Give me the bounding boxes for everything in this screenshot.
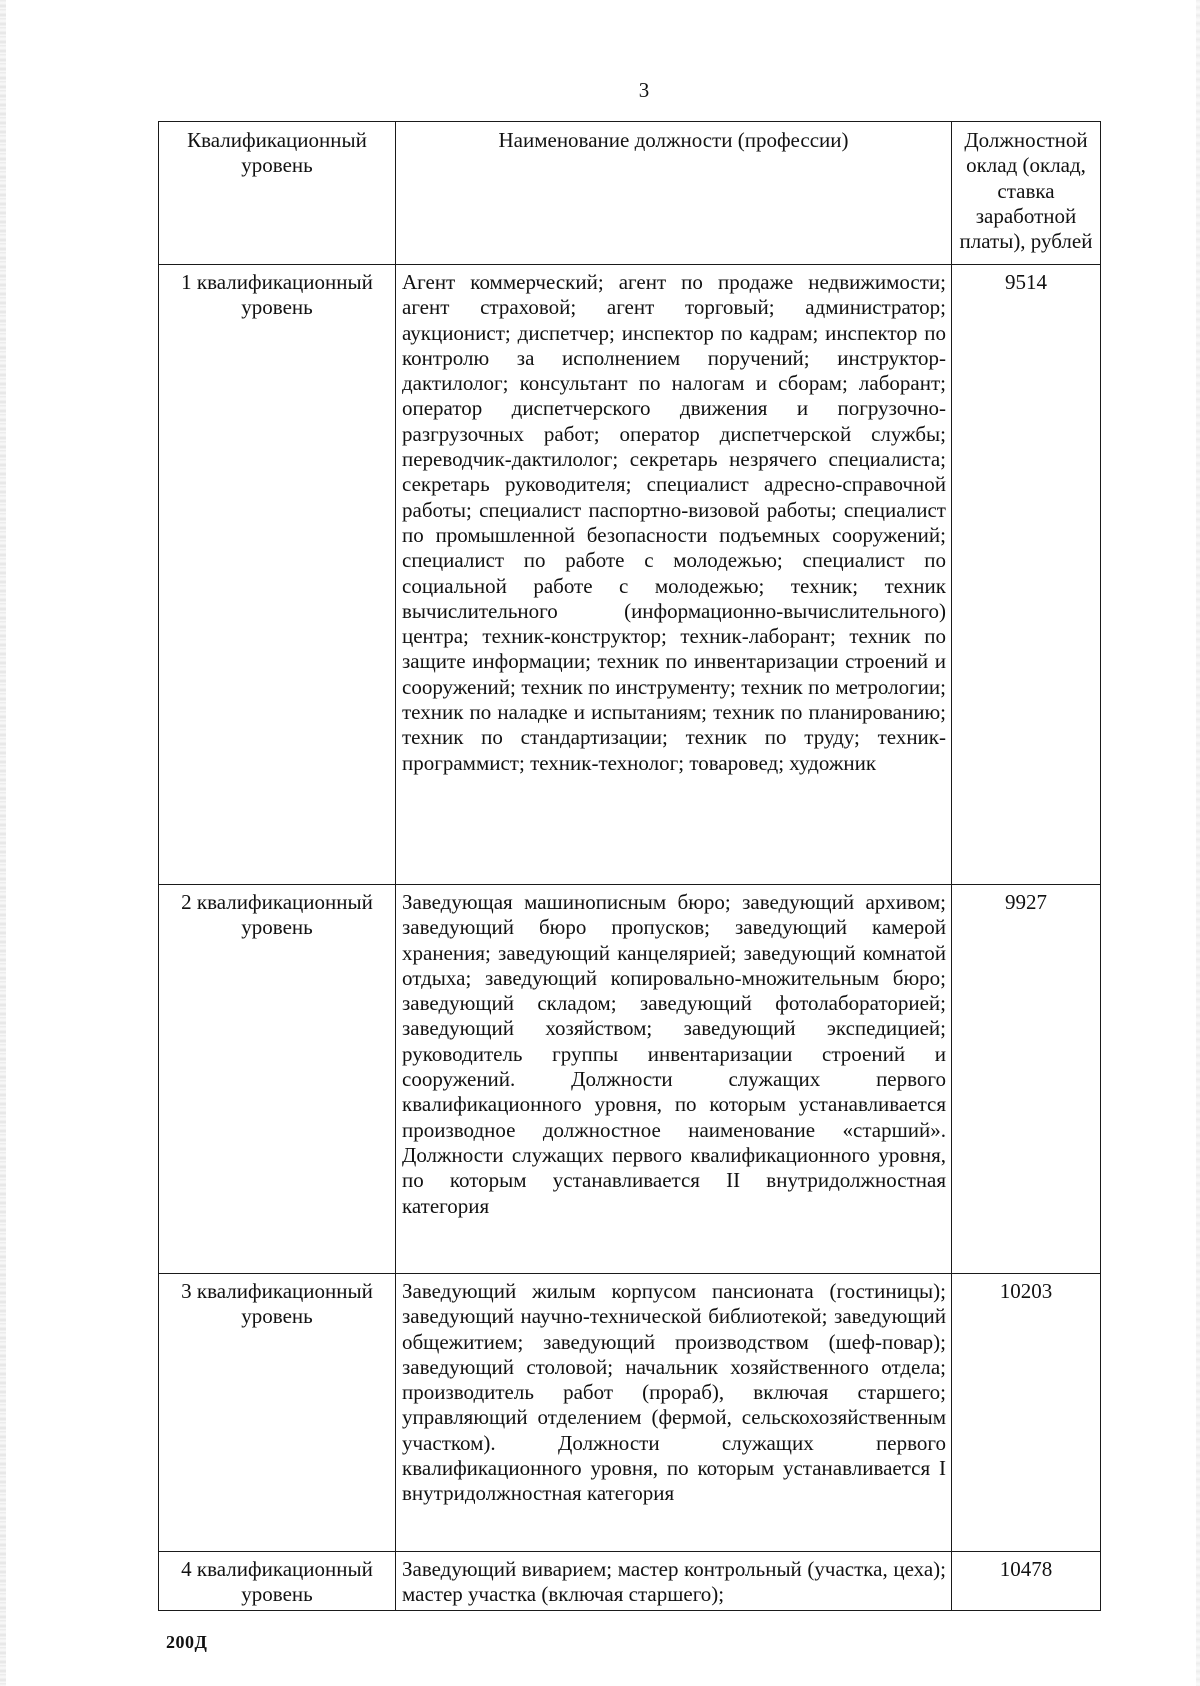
salary-cell (952, 1552, 1101, 1611)
level-cell (159, 265, 396, 885)
level-cell (159, 1552, 396, 1611)
positions-cell (396, 265, 952, 885)
header-position (396, 122, 952, 265)
salary-cell (952, 885, 1101, 1274)
salary-table (158, 121, 1101, 1611)
positions-text: Заведующий виварием; мастер контрольный (участка, цеха); мастер участка (включая старшего); (402, 1557, 946, 1607)
table-header-row (159, 122, 1101, 265)
table-row (159, 1274, 1101, 1552)
level-label: 2 квалификационный уровень (181, 890, 373, 940)
positions-text: Заведующая машинописным бюро; заведующий архивом; заведующий бюро пропусков; заведующий камерой хранения; заведующий канцелярией; заведующий комнатой отдыха; заведующий копировально-множительным бюро; заведующий складом; заведующий фотолабораторией; заведующий хозяйством; заведующий экспедицией; руководитель группы инвентаризации строений и сооружений. Должности служащих первого квалификационного уровня, по которым устанавливается производное должностное наименование «старший». Должности служащих первого квалификационного уровня, по которым устанавливается II внутридолжностная категория (402, 890, 946, 1218)
page-number: 3 (638, 78, 650, 102)
salary-value: 10478 (999, 1557, 1053, 1581)
footer-document-code: 200Д (166, 1632, 208, 1652)
header-level (159, 122, 396, 265)
salary-value: 10203 (999, 1279, 1053, 1303)
header-salary-label: Должностной оклад (оклад, ставка заработной платы), рублей (959, 128, 1093, 254)
level-label: 1 квалификационный уровень (181, 270, 373, 320)
table-row (159, 885, 1101, 1274)
salary-cell (952, 265, 1101, 885)
salary-value: 9927 (1005, 890, 1047, 914)
positions-cell (396, 1274, 952, 1552)
salary-value: 9514 (1005, 270, 1047, 294)
table-row (159, 265, 1101, 885)
header-position-label: Наименование должности (профессии) (498, 128, 849, 152)
scan-edge-left (0, 0, 6, 1686)
scan-edge-right (1196, 0, 1200, 1686)
header-salary (952, 122, 1101, 265)
positions-cell (396, 885, 952, 1274)
positions-cell (396, 1552, 952, 1611)
positions-text: Агент коммерческий; агент по продаже недвижимости; агент страховой; агент торговый; администратор; аукционист; диспетчер; инспектор по кадрам; инспектор по контролю за исполнением поручений; инструктор-дактилолог; консультант по налогам и сборам; лаборант; оператор диспетчерского движения и погрузочно-разгрузочных работ; оператор диспетчерской службы; переводчик-дактилолог; секретарь незрячего специалиста; секретарь руководителя; специалист адресно-справочной работы; специалист паспортно-визовой работы; специалист по промышленной безопасности подъемных сооружений; специалист по работе с молодежью; специалист по социальной работе с молодежью; техник; техник вычислительного (информационно-вычислительного) центра; техник-конструктор; техник-лаборант; техник по защите информации; техник по инвентаризации строений и сооружений; техник по инструменту; техник по метрологии; техник по наладке и испытаниям; техник по планированию; техник по стандартизации; техник по труду; техник-программист; техник-технолог; товаровед; художник (402, 270, 946, 775)
level-cell (159, 1274, 396, 1552)
header-level-label: Квалификационный уровень (187, 128, 367, 178)
level-label: 3 квалификационный уровень (181, 1279, 373, 1329)
level-cell (159, 885, 396, 1274)
table-row (159, 1552, 1101, 1611)
level-label: 4 квалификационный уровень (181, 1557, 373, 1607)
positions-text: Заведующий жилым корпусом пансионата (гостиницы); заведующий научно-технической библиотекой; заведующий общежитием; заведующий производством (шеф-повар); заведующий столовой; начальник хозяйственного отдела; производитель работ (прораб), включая старшего; управляющий отделением (фермой, сельскохозяйственным участком). Должности служащих первого квалификационного уровня, по которым устанавливается I внутридолжностная категория (402, 1279, 946, 1506)
salary-cell (952, 1274, 1101, 1552)
